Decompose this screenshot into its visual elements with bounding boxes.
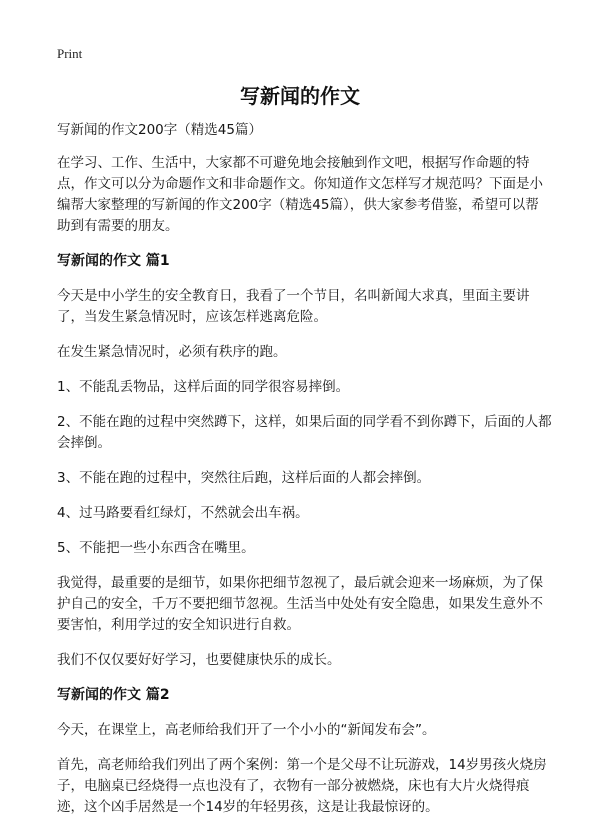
print-link[interactable]: Print	[57, 46, 83, 61]
document-body	[57, 120, 552, 832]
section1-paragraph: 我们不仅仅要好好学习，也要健康快乐的成长。	[57, 652, 341, 668]
section1-paragraph: 在发生紧急情况时，必须有秩序的跑。	[57, 344, 287, 360]
section1-list-item: 2、不能在跑的过程中突然蹲下，这样，如果后面的同学看不到你蹲下，后面的人都会摔倒。	[57, 414, 552, 451]
section1-paragraph: 我觉得，最重要的是细节，如果你把细节忽视了，最后就会迎来一场麻烦，为了保护自己的安全，千万不要把细节忽视。生活当中处处有安全隐患，如果发生意外不要害怕，利用学过的安全知识进行自救。	[57, 575, 543, 633]
section1-list-item: 4、过马路要看红绿灯，不然就会出车祸。	[57, 505, 309, 521]
section2-paragraph: 首先，高老师给我们列出了两个案例：第一个是父母不让玩游戏，14岁男孩火烧房子，电脑桌已经烧得一点也没有了，衣物有一部分被燃烧，床也有大片火烧得痕迹，这个凶手居然是一个14岁的年轻男孩，这是让我最惊讶的。	[57, 757, 547, 815]
document-subtitle: 写新闻的作文200字（精选45篇）	[57, 122, 262, 138]
section-heading-1: 写新闻的作文 篇1	[57, 253, 170, 269]
section2-paragraph: 今天，在课堂上，高老师给我们开了一个小小的“新闻发布会”。	[57, 722, 436, 738]
section1-list-item: 3、不能在跑的过程中，突然往后跑，这样后面的人都会摔倒。	[57, 470, 431, 486]
section1-list-item: 1、不能乱丢物品，这样后面的同学很容易摔倒。	[57, 379, 350, 395]
section1-paragraph: 今天是中小学生的安全教育日，我看了一个节目，名叫新闻大求真，里面主要讲了，当发生紧急情况时，应该怎样逃离危险。	[57, 288, 530, 325]
intro-paragraph: 在学习、工作、生活中，大家都不可避免地会接触到作文吧，根据写作命题的特点，作文可以分为命题作文和非命题作文。你知道作文怎样写才规范吗？下面是小编帮大家整理的写新闻的作文200字（精选45篇），供大家参考借鉴，希望可以帮助到有需要的朋友。	[57, 155, 543, 234]
section-heading-2: 写新闻的作文 篇2	[57, 687, 170, 703]
section1-list-item: 5、不能把一些小东西含在嘴里。	[57, 540, 255, 556]
page-title: 写新闻的作文	[240, 84, 360, 108]
